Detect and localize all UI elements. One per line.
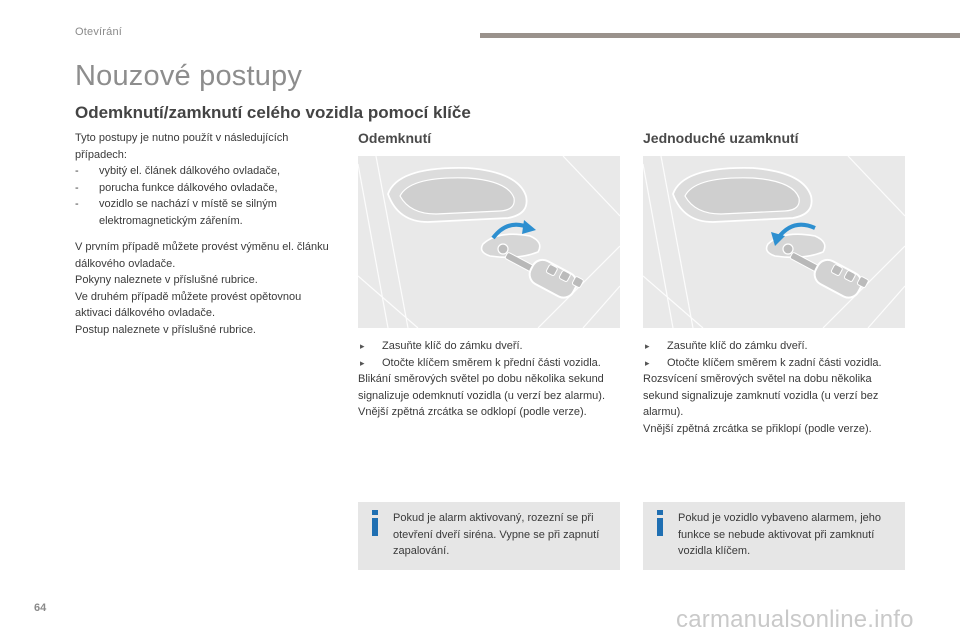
- unlock-instructions: [358, 338, 620, 421]
- lock-illustration: [643, 156, 905, 328]
- unlock-illustration: [358, 156, 620, 328]
- info-icon: [368, 510, 382, 536]
- note-text: Pokud je vozidlo vybaveno alarmem, jeho funkce se nebude aktivovat při zamknutí vozidla klíčem.: [678, 512, 882, 557]
- section-label: Otevírání: [75, 26, 123, 38]
- step-item: ▸ Otočte klíčem směrem k přední části vozidla.: [358, 355, 620, 372]
- lock-info-note: [643, 502, 905, 570]
- note-text: Pokud je alarm aktivovaný, rozezní se při otevření dveří siréna. Vypne se při zapnutí zapalování.: [393, 512, 600, 557]
- section-subtitle: Odemknutí/zamknutí celého vozidla pomocí klíče: [75, 103, 471, 122]
- header-rule: [480, 33, 960, 38]
- lock-heading: Jednoduché uzamknutí: [643, 130, 799, 146]
- lock-paragraph: Vnější zpětná zrcátka se přiklopí (podle verze).: [643, 422, 872, 435]
- unlock-paragraph: Vnější zpětná zrcátka se odklopí (podle verze).: [358, 406, 587, 418]
- intro-line: Pokyny naleznete v příslušné rubrice.: [75, 274, 258, 286]
- info-icon: [653, 510, 667, 536]
- intro-line: Postup naleznete v příslušné rubrice.: [75, 323, 256, 336]
- unlock-heading: Odemknutí: [358, 130, 432, 146]
- unlock-steps: [358, 338, 620, 371]
- watermark: carmanualsonline.info: [676, 606, 914, 633]
- step-item: ▸ Zasuňte klíč do zámku dveří.: [643, 338, 905, 355]
- case-item: - porucha funkce dálkového ovladače,: [75, 180, 340, 197]
- step-item: ▸ Zasuňte klíč do zámku dveří.: [358, 338, 620, 355]
- case-item: - vybitý el. článek dálkového ovladače,: [75, 163, 340, 180]
- intro-line: V prvním případě můžete provést výměnu el. článku dálkového ovladače.: [75, 241, 329, 270]
- intro-lead: Tyto postupy je nutno použít v následujících případech:: [75, 132, 289, 161]
- case-item: - vozidlo se nachází v místě se silným elektromagnetickým zářením.: [75, 196, 340, 229]
- intro-text: [75, 130, 340, 338]
- unlock-info-note: [358, 502, 620, 570]
- lock-instructions: [643, 338, 905, 437]
- page-number: 64: [34, 602, 47, 614]
- unlock-paragraph: Blikání směrových světel po dobu několika sekund signalizuje odemknutí vozidla (u verzí bez alarmu).: [358, 373, 606, 402]
- page-title: Nouzové postupy: [75, 60, 303, 92]
- lock-steps: [643, 338, 905, 371]
- case-list: [75, 163, 340, 229]
- intro-line: Ve druhém případě můžete provést opětovnou aktivaci dálkového ovladače.: [75, 290, 302, 319]
- lock-paragraph: Rozsvícení směrových světel na dobu několika sekund signalizuje zamknutí vozidla (u verzí bez alarmu).: [643, 373, 879, 418]
- step-item: ▸ Otočte klíčem směrem k zadní části vozidla.: [643, 355, 905, 372]
